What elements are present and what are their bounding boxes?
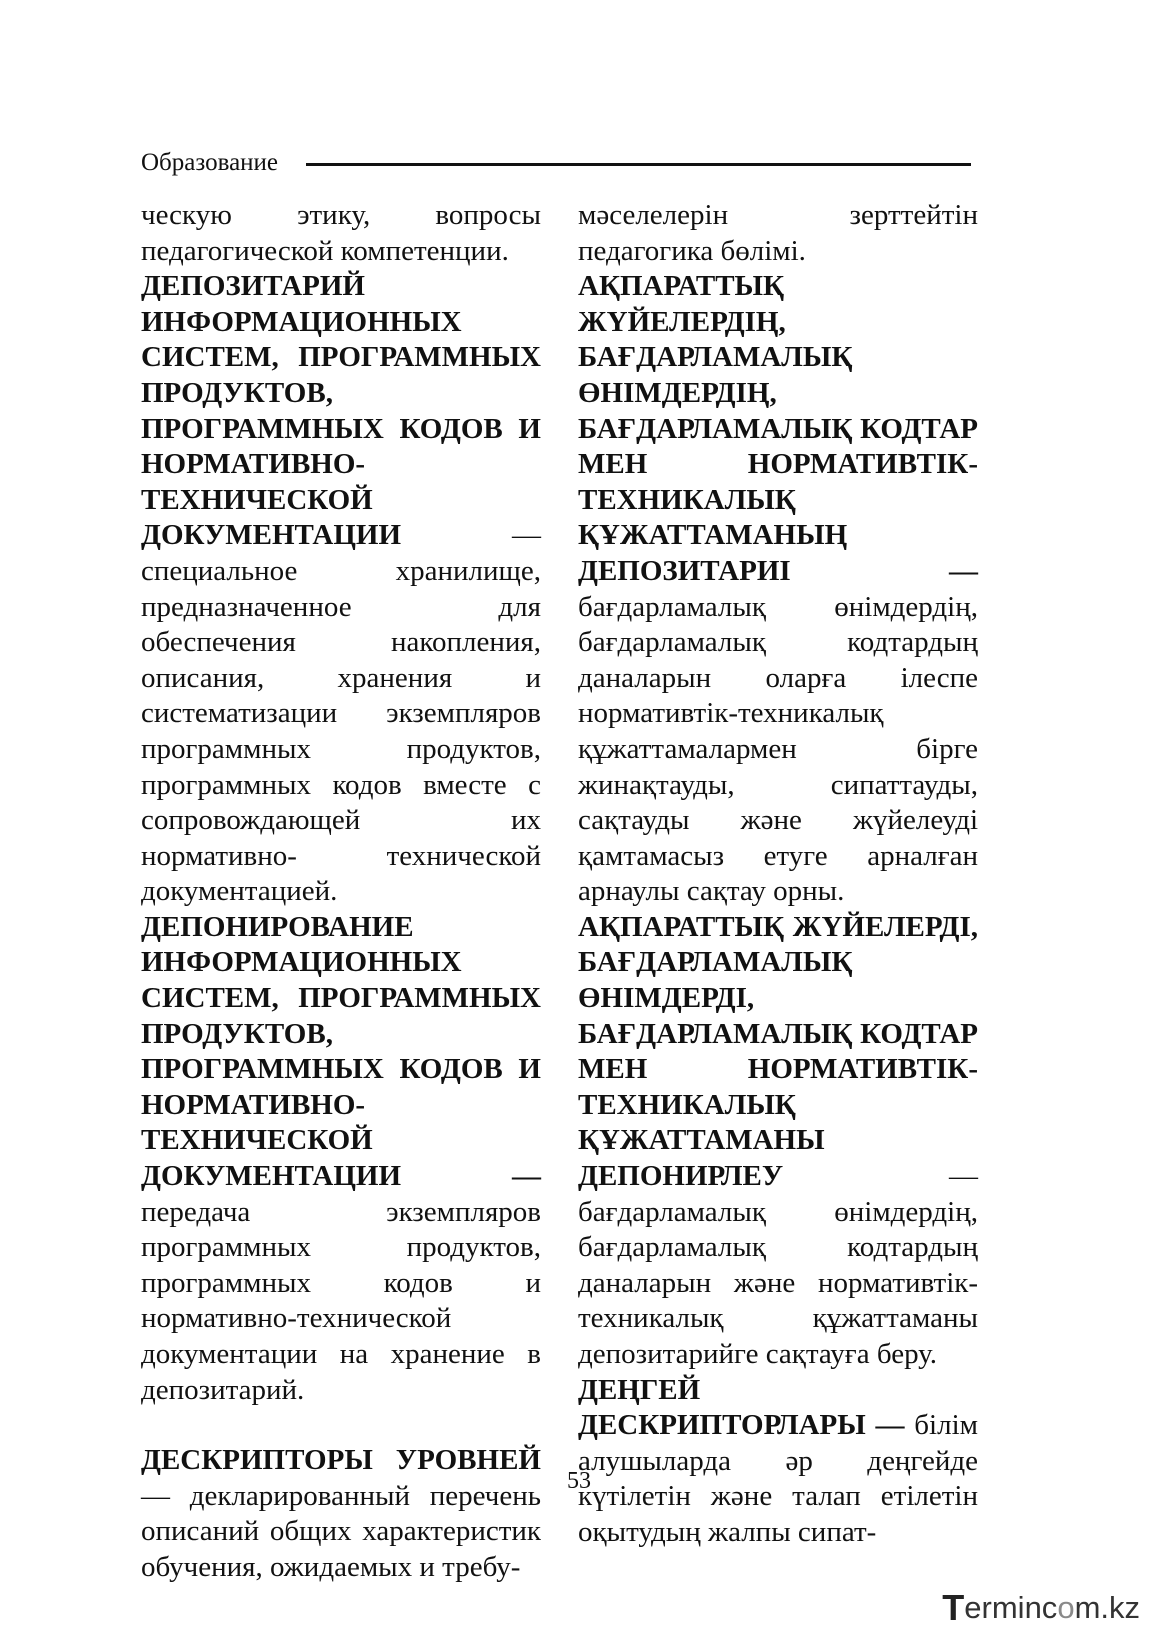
- page-number: 53: [567, 1468, 591, 1494]
- entry-text: ческую этику, вопросы педагогической компетенции.: [141, 199, 541, 267]
- right-column: [578, 198, 978, 1551]
- entry-term: ДЕҢГЕЙ ДЕСКРИПТОРЛАРЫ —: [578, 1373, 905, 1442]
- entry-text: — специальное хранилище, предназначенное для обеспечения накопления, описания, хранения и систематизации экземпляров программных продуктов, программных кодов вместе с сопровождающей их нормативно- технической документацией.: [141, 519, 541, 908]
- running-header: [141, 146, 971, 180]
- entry-term: АҚПАРАТТЫҚ ЖҮЙЕЛЕРДІҢ, БАҒДАРЛАМАЛЫҚ ӨНІМДЕРДІҢ, БАҒДАРЛАМАЛЫҚ КОДТАР МЕН НОРМАТИВТІК-ТЕХНИКАЛЫҚ ҚҰЖАТТАМАНЫҢ ДЕПОЗИТАРИІ —: [578, 270, 978, 587]
- right-entry-continuation: [578, 198, 978, 269]
- watermark-text: erminc: [964, 1590, 1058, 1625]
- entry-term: ДЕСКРИПТОРЫ УРОВНЕЙ: [141, 1444, 541, 1477]
- right-entry-descriptors: [578, 1373, 978, 1551]
- left-entry-depository: [141, 269, 541, 910]
- entry-text: мәселелерін зерттейтін педагогика бөлімі.: [578, 199, 978, 267]
- right-entry-depository: [578, 269, 978, 910]
- left-column: [141, 198, 541, 1586]
- entry-term: ДЕПОНИРОВАНИЕ ИНФОРМАЦИОННЫХ СИСТЕМ, ПРОГРАММНЫХ ПРОДУКТОВ, ПРОГРАММНЫХ КОДОВ И НОРМАТИВНО-ТЕХНИЧЕСКОЙ ДОКУМЕНТАЦИИ —: [141, 910, 541, 1193]
- watermark-o: o: [1057, 1590, 1075, 1625]
- watermark-logo: [942, 1588, 1140, 1628]
- right-entry-deposition: [578, 910, 978, 1373]
- left-entry-descriptors: [141, 1443, 541, 1585]
- entry-text: — декларированный перечень описаний общих характеристик обучения, ожидаемых и требу-: [141, 1479, 541, 1583]
- entry-text: передача экземпляров программных продуктов, программных кодов и нормативно-технической документации на хранение в депозитарий.: [141, 1195, 541, 1406]
- entry-text: білім алушыларда әр деңгейде күтілетін және талап етілетін оқытудың жалпы сипат-: [578, 1409, 978, 1548]
- entry-text: бағдарламалық өнімдердің, бағдарламалық кодтардың даналарын оларға ілеспе нормативтік-техникалық құжаттамалармен бірге жинақтауды, сипаттауды, сақтауды және жүйелеуді қамтамасыз етуге арналған арнаулы сақтау орны.: [578, 590, 978, 908]
- entry-text: — бағдарламалық өнімдердің, бағдарламалық кодтардың даналарын және нормативтік-техникалық құжаттаманы депозитарийге сақтауға беру.: [578, 1160, 978, 1370]
- section-title: Образование: [141, 149, 279, 176]
- entry-term: ДЕПОЗИТАРИЙ ИНФОРМАЦИОННЫХ СИСТЕМ, ПРОГРАММНЫХ ПРОДУКТОВ, ПРОГРАММНЫХ КОДОВ И НОРМАТИВНО-ТЕХНИЧЕСКОЙ ДОКУМЕНТАЦИИ: [141, 270, 541, 552]
- entry-term: АҚПАРАТТЫҚ ЖҮЙЕЛЕРДІ, БАҒДАРЛАМАЛЫҚ ӨНІМДЕРДІ, БАҒДАРЛАМАЛЫҚ КОДТАР МЕН НОРМАТИВТІК-ТЕХНИКАЛЫҚ ҚҰЖАТТАМАНЫ ДЕПОНИРЛЕУ: [578, 910, 978, 1193]
- left-entry-continuation: [141, 198, 541, 269]
- left-entry-deposition: [141, 910, 541, 1408]
- watermark-domain: m.kz: [1074, 1590, 1140, 1625]
- watermark-t: T: [942, 1587, 965, 1628]
- header-rule: [306, 163, 971, 166]
